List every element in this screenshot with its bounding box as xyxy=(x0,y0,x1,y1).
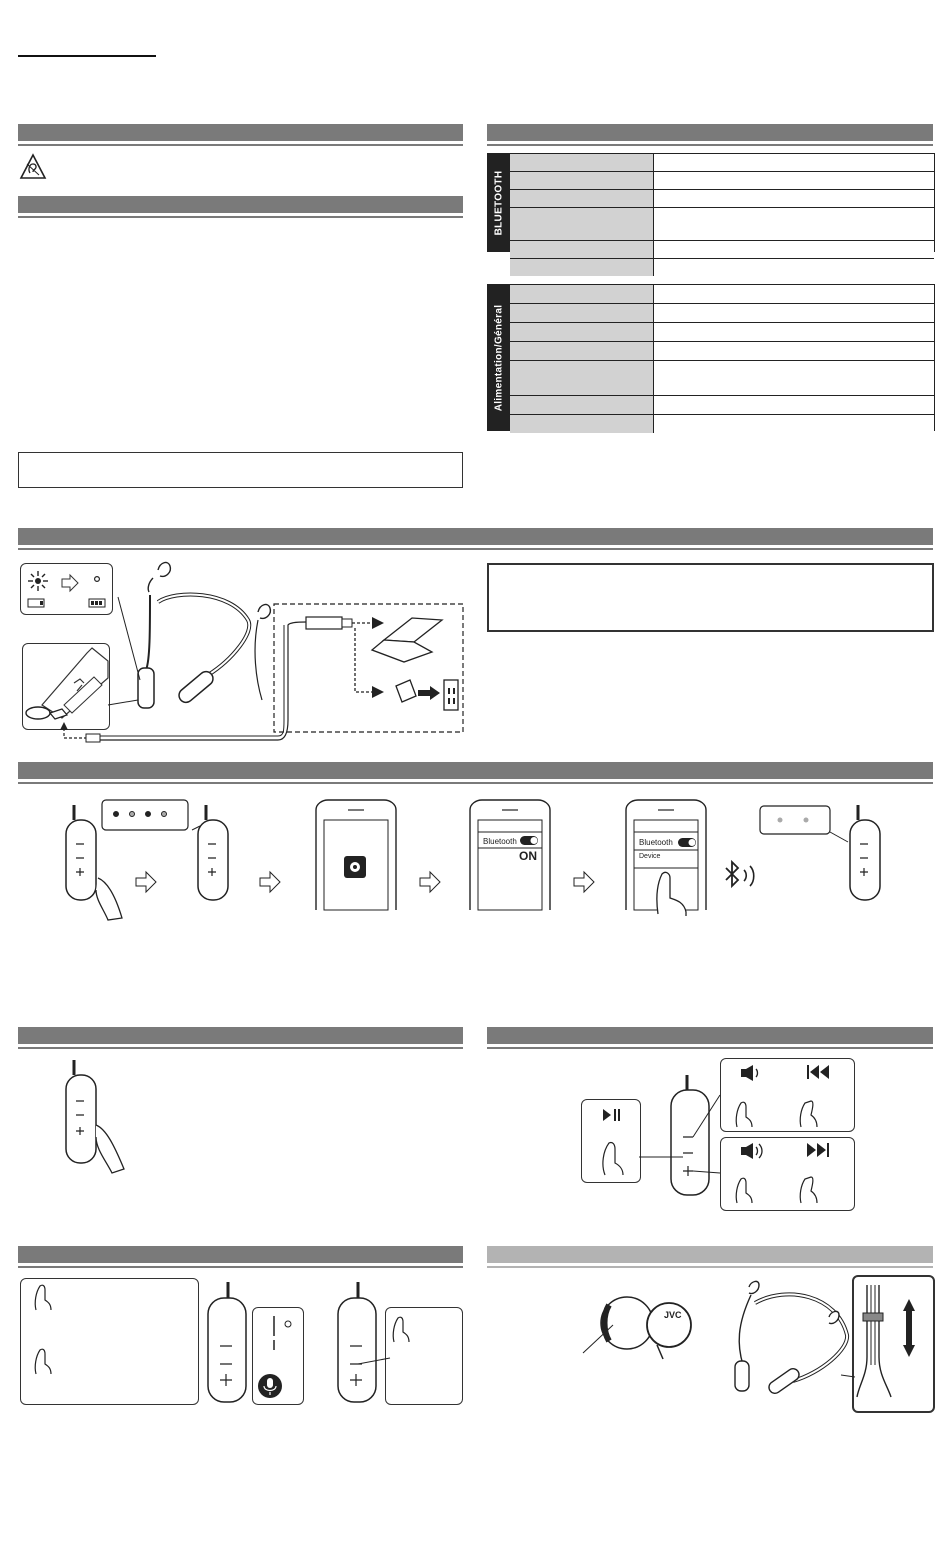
section-bar-caution xyxy=(18,124,463,141)
phone-bluetooth-label-2: Bluetooth xyxy=(639,838,673,847)
spec-row xyxy=(510,396,934,415)
spec-side-power xyxy=(488,285,510,430)
section-bar-pairing xyxy=(18,762,933,779)
spec-row xyxy=(510,342,934,361)
spec-table-power xyxy=(487,284,935,431)
volume-up-icon xyxy=(741,1143,762,1159)
spec-row xyxy=(510,172,934,190)
spec-side-bluetooth-label: BLUETOOTH xyxy=(493,170,505,235)
note-box xyxy=(18,452,463,488)
spec-table-bluetooth xyxy=(487,153,935,252)
section-bar-specifications xyxy=(487,124,933,141)
hearing-warning-icon xyxy=(20,154,46,180)
volume-down-icon xyxy=(741,1065,758,1081)
charging-note-box xyxy=(487,563,934,632)
phone-on-label: ON xyxy=(519,849,537,863)
bluetooth-icon xyxy=(726,862,754,886)
pairing-illustration xyxy=(18,790,933,930)
phone-bluetooth-label-1: Bluetooth xyxy=(483,837,517,846)
calls-illustration xyxy=(18,1270,468,1410)
wearing-illustration xyxy=(487,1265,937,1415)
play-pause-icon xyxy=(603,1109,620,1121)
spec-row xyxy=(510,259,934,276)
spec-row xyxy=(510,190,934,208)
power-illustration xyxy=(50,1055,170,1185)
section-bar-charging xyxy=(18,528,933,545)
earpiece-brand-label: JVC xyxy=(664,1310,682,1320)
spec-row xyxy=(510,361,934,396)
spec-row xyxy=(510,208,934,241)
section-bar-power xyxy=(18,1027,463,1044)
spec-side-power-label: Alimentation/Général xyxy=(493,304,505,411)
spec-row xyxy=(510,285,934,304)
spec-row xyxy=(510,323,934,342)
next-track-icon xyxy=(807,1143,829,1157)
previous-track-icon xyxy=(807,1065,829,1079)
spec-row xyxy=(510,241,934,259)
section-bar-playback xyxy=(487,1027,933,1044)
spec-row xyxy=(510,304,934,323)
spec-row xyxy=(510,154,934,172)
phone-device-label: Device xyxy=(639,853,661,860)
section-bar-calls xyxy=(18,1246,463,1263)
spec-side-bluetooth xyxy=(488,154,510,251)
section-bar-wearing xyxy=(487,1246,933,1263)
section-bar-safety xyxy=(18,196,463,213)
playback-illustration xyxy=(575,1055,875,1215)
title-underline xyxy=(18,55,156,57)
microphone-icon xyxy=(258,1374,282,1398)
spec-row xyxy=(510,415,934,433)
charging-illustration xyxy=(0,550,470,750)
